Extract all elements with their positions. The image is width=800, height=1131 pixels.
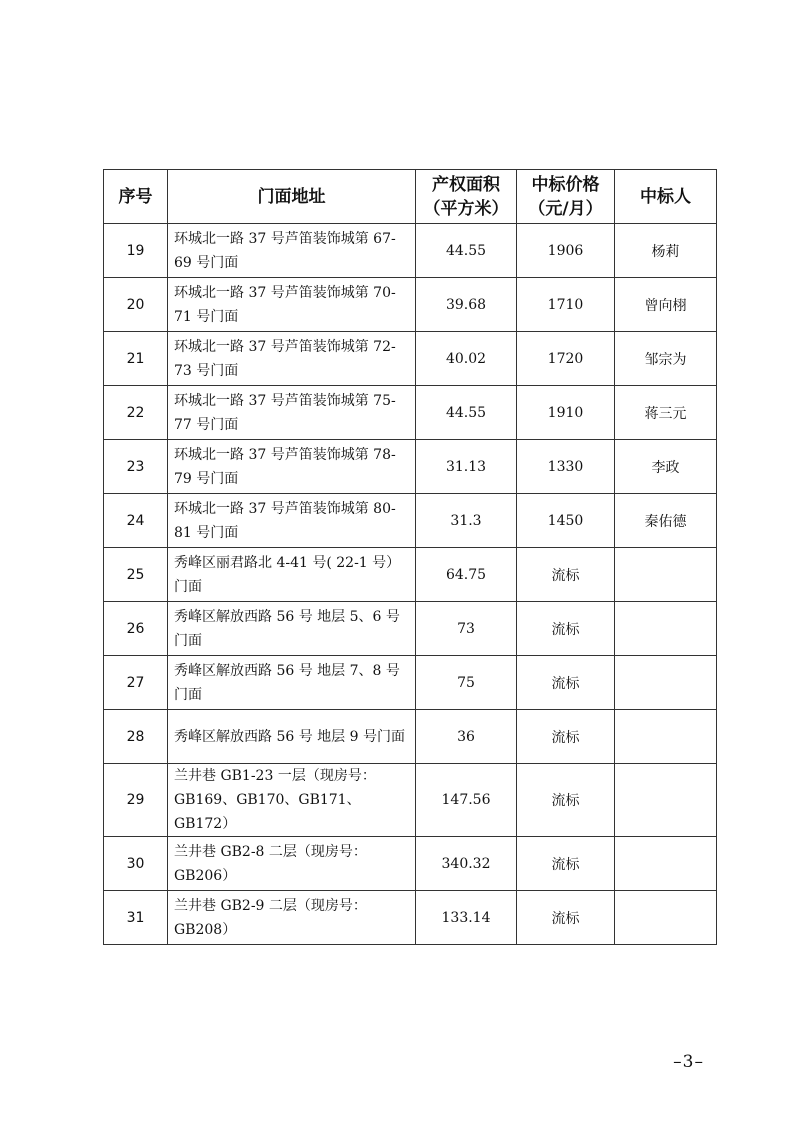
row-area-cell: 133.14 <box>416 891 517 945</box>
row-area-cell: 40.02 <box>416 332 517 386</box>
table-row <box>104 440 717 494</box>
row-address-text: 环城北一路 37 号芦笛装饰城第 78-79 号门面 <box>174 446 396 487</box>
row-address-cell <box>168 332 416 386</box>
row-area-cell: 73 <box>416 602 517 656</box>
row-price-cell: 1910 <box>517 386 615 440</box>
row-price-cell: 流标 <box>517 837 615 891</box>
header-price-line1: 中标价格 <box>531 174 600 195</box>
table-row <box>104 602 717 656</box>
table-row <box>104 891 717 945</box>
bid-results-table <box>103 169 717 945</box>
row-winner-cell <box>615 764 717 837</box>
row-address-cell <box>168 710 416 764</box>
row-address-text: 环城北一路 37 号芦笛装饰城第 75-77 号门面 <box>174 392 396 433</box>
row-address-cell <box>168 494 416 548</box>
row-price-cell: 流标 <box>517 656 615 710</box>
row-price-cell: 1710 <box>517 278 615 332</box>
header-price <box>517 170 615 224</box>
row-no-cell: 29 <box>104 764 168 837</box>
row-no-cell: 23 <box>104 440 168 494</box>
row-no-cell: 24 <box>104 494 168 548</box>
row-address-text: 秀峰区丽君路北 4-41 号( 22-1 号）门面 <box>174 554 401 595</box>
table-row <box>104 548 717 602</box>
row-winner-cell <box>615 602 717 656</box>
row-address-text: 环城北一路 37 号芦笛装饰城第 70-71 号门面 <box>174 284 396 325</box>
row-address-text: 环城北一路 37 号芦笛装饰城第 80-81 号门面 <box>174 500 396 541</box>
row-winner-cell: 曾向栩 <box>615 278 717 332</box>
row-address-cell <box>168 764 416 837</box>
row-area-cell: 340.32 <box>416 837 517 891</box>
row-winner-cell <box>615 548 717 602</box>
row-area-cell: 39.68 <box>416 278 517 332</box>
row-area-cell: 31.13 <box>416 440 517 494</box>
header-address: 门面地址 <box>168 170 416 224</box>
table-row <box>104 837 717 891</box>
row-no-cell: 30 <box>104 837 168 891</box>
row-no-cell: 25 <box>104 548 168 602</box>
header-price-line2: （元/月） <box>528 198 603 219</box>
row-price-cell: 1906 <box>517 224 615 278</box>
row-address-cell <box>168 891 416 945</box>
row-address-text: 环城北一路 37 号芦笛装饰城第 67-69 号门面 <box>174 230 396 271</box>
row-no-cell: 21 <box>104 332 168 386</box>
row-price-cell: 流标 <box>517 891 615 945</box>
row-area-cell: 44.55 <box>416 386 517 440</box>
row-address-text: 秀峰区解放西路 56 号 地层 9 号门面 <box>174 728 405 745</box>
table-row <box>104 494 717 548</box>
row-address-cell <box>168 224 416 278</box>
table-row <box>104 710 717 764</box>
row-address-cell <box>168 548 416 602</box>
row-no-cell: 28 <box>104 710 168 764</box>
table-header-row <box>104 170 717 224</box>
row-price-cell: 流标 <box>517 602 615 656</box>
table-row <box>104 656 717 710</box>
row-address-cell <box>168 386 416 440</box>
row-area-cell: 64.75 <box>416 548 517 602</box>
row-winner-cell <box>615 710 717 764</box>
row-address-cell <box>168 656 416 710</box>
row-address-text: 秀峰区解放西路 56 号 地层 7、8 号门面 <box>174 662 400 703</box>
page-number: –3– <box>673 1052 704 1072</box>
header-winner: 中标人 <box>615 170 717 224</box>
header-no: 序号 <box>104 170 168 224</box>
row-winner-cell: 蒋三元 <box>615 386 717 440</box>
header-area-line2: （平方米） <box>423 198 509 219</box>
row-address-cell <box>168 278 416 332</box>
table-row <box>104 224 717 278</box>
row-area-cell: 31.3 <box>416 494 517 548</box>
table-row <box>104 332 717 386</box>
row-no-cell: 22 <box>104 386 168 440</box>
row-address-cell <box>168 602 416 656</box>
row-winner-cell <box>615 891 717 945</box>
row-price-cell: 1330 <box>517 440 615 494</box>
row-area-cell: 147.56 <box>416 764 517 837</box>
row-winner-cell: 秦佑德 <box>615 494 717 548</box>
row-address-cell <box>168 440 416 494</box>
row-winner-cell <box>615 656 717 710</box>
row-price-cell: 流标 <box>517 710 615 764</box>
row-address-text: 兰井巷 GB1-23 一层（现房号：GB169、GB170、GB171、GB172） <box>174 768 376 832</box>
row-price-cell: 1450 <box>517 494 615 548</box>
row-address-text: 环城北一路 37 号芦笛装饰城第 72-73 号门面 <box>174 338 396 379</box>
row-winner-cell: 邹宗为 <box>615 332 717 386</box>
row-address-text: 兰井巷 GB2-9 二层（现房号：GB208） <box>174 897 367 938</box>
table-row <box>104 278 717 332</box>
row-area-cell: 75 <box>416 656 517 710</box>
table-body <box>104 224 717 945</box>
header-area-line1: 产权面积 <box>432 174 500 195</box>
row-no-cell: 31 <box>104 891 168 945</box>
row-winner-cell: 杨莉 <box>615 224 717 278</box>
header-area <box>416 170 517 224</box>
row-area-cell: 44.55 <box>416 224 517 278</box>
row-no-cell: 27 <box>104 656 168 710</box>
row-winner-cell <box>615 837 717 891</box>
table-row <box>104 764 717 837</box>
row-address-cell <box>168 837 416 891</box>
row-price-cell: 流标 <box>517 764 615 837</box>
row-address-text: 秀峰区解放西路 56 号 地层 5、6 号门面 <box>174 608 400 649</box>
row-area-cell: 36 <box>416 710 517 764</box>
row-price-cell: 1720 <box>517 332 615 386</box>
row-address-text: 兰井巷 GB2-8 二层（现房号：GB206） <box>174 843 367 884</box>
row-winner-cell: 李政 <box>615 440 717 494</box>
row-no-cell: 19 <box>104 224 168 278</box>
table-row <box>104 386 717 440</box>
row-no-cell: 26 <box>104 602 168 656</box>
row-price-cell: 流标 <box>517 548 615 602</box>
row-no-cell: 20 <box>104 278 168 332</box>
